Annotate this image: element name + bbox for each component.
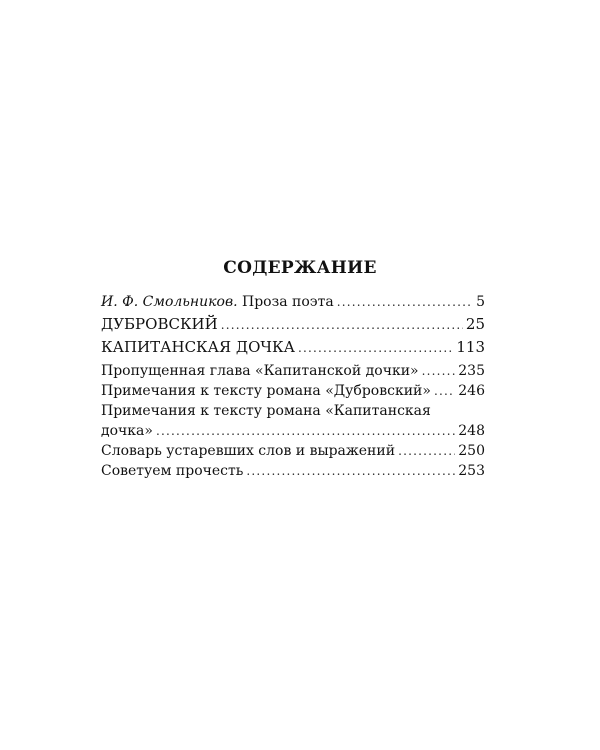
- dot-leader: [156, 421, 455, 441]
- toc-entry-title: Проза поэта: [242, 294, 334, 310]
- toc-entry-dubrovsky[interactable]: [101, 313, 485, 335]
- toc-entry-title: Пропущенная глава «Капитанской дочки»: [101, 363, 419, 379]
- toc-entry-title: КАПИТАНСКАЯ ДОЧКА: [101, 338, 295, 356]
- toc-entry-title: ДУБРОВСКИЙ: [101, 315, 218, 333]
- toc-entry-title: Примечания к тексту романа «Дубровский»: [101, 383, 431, 399]
- toc-entry-notes-dubrovsky[interactable]: [101, 381, 485, 401]
- toc-entry-title: Словарь устаревших слов и выражений: [101, 443, 396, 459]
- dot-leader: [398, 441, 455, 461]
- toc-entry-missing-chapter[interactable]: [101, 361, 485, 381]
- toc-entry-page: 250: [458, 443, 485, 459]
- toc-entry-recommended-reading[interactable]: [101, 461, 485, 481]
- toc-entry-author: И. Ф. Смольников.: [101, 294, 238, 310]
- toc-heading: СОДЕРЖАНИЕ: [223, 258, 377, 278]
- toc-entry-page: 113: [456, 338, 485, 356]
- table-of-contents: [101, 292, 485, 481]
- toc-entry-title: Примечания к тексту романа «Капитанская: [101, 403, 431, 419]
- toc-entry-page: 25: [465, 315, 485, 333]
- toc-entry-page: 246: [458, 383, 485, 399]
- dot-leader: [434, 381, 455, 401]
- toc-entry-notes-kapitanskaya-line1[interactable]: [101, 401, 485, 421]
- toc-entry-notes-kapitanskaya-line2[interactable]: [101, 421, 485, 441]
- toc-entry-page: 235: [458, 363, 485, 379]
- toc-entry-glossary[interactable]: [101, 441, 485, 461]
- toc-entry-title: Советуем прочесть: [101, 463, 244, 479]
- toc-entry-label: [101, 292, 334, 312]
- dot-leader: [422, 361, 456, 381]
- dot-leader: [221, 314, 463, 336]
- dot-leader: [337, 292, 473, 312]
- toc-entry-intro[interactable]: [101, 292, 485, 312]
- toc-entry-kapitanskaya-dochka[interactable]: [101, 336, 485, 358]
- toc-entry-title-continued: дочка»: [101, 423, 153, 439]
- dot-leader: [298, 337, 453, 359]
- dot-leader: [246, 461, 455, 481]
- toc-entry-page: 248: [458, 423, 485, 439]
- toc-entry-page: 5: [476, 294, 485, 310]
- toc-entry-page: 253: [458, 463, 485, 479]
